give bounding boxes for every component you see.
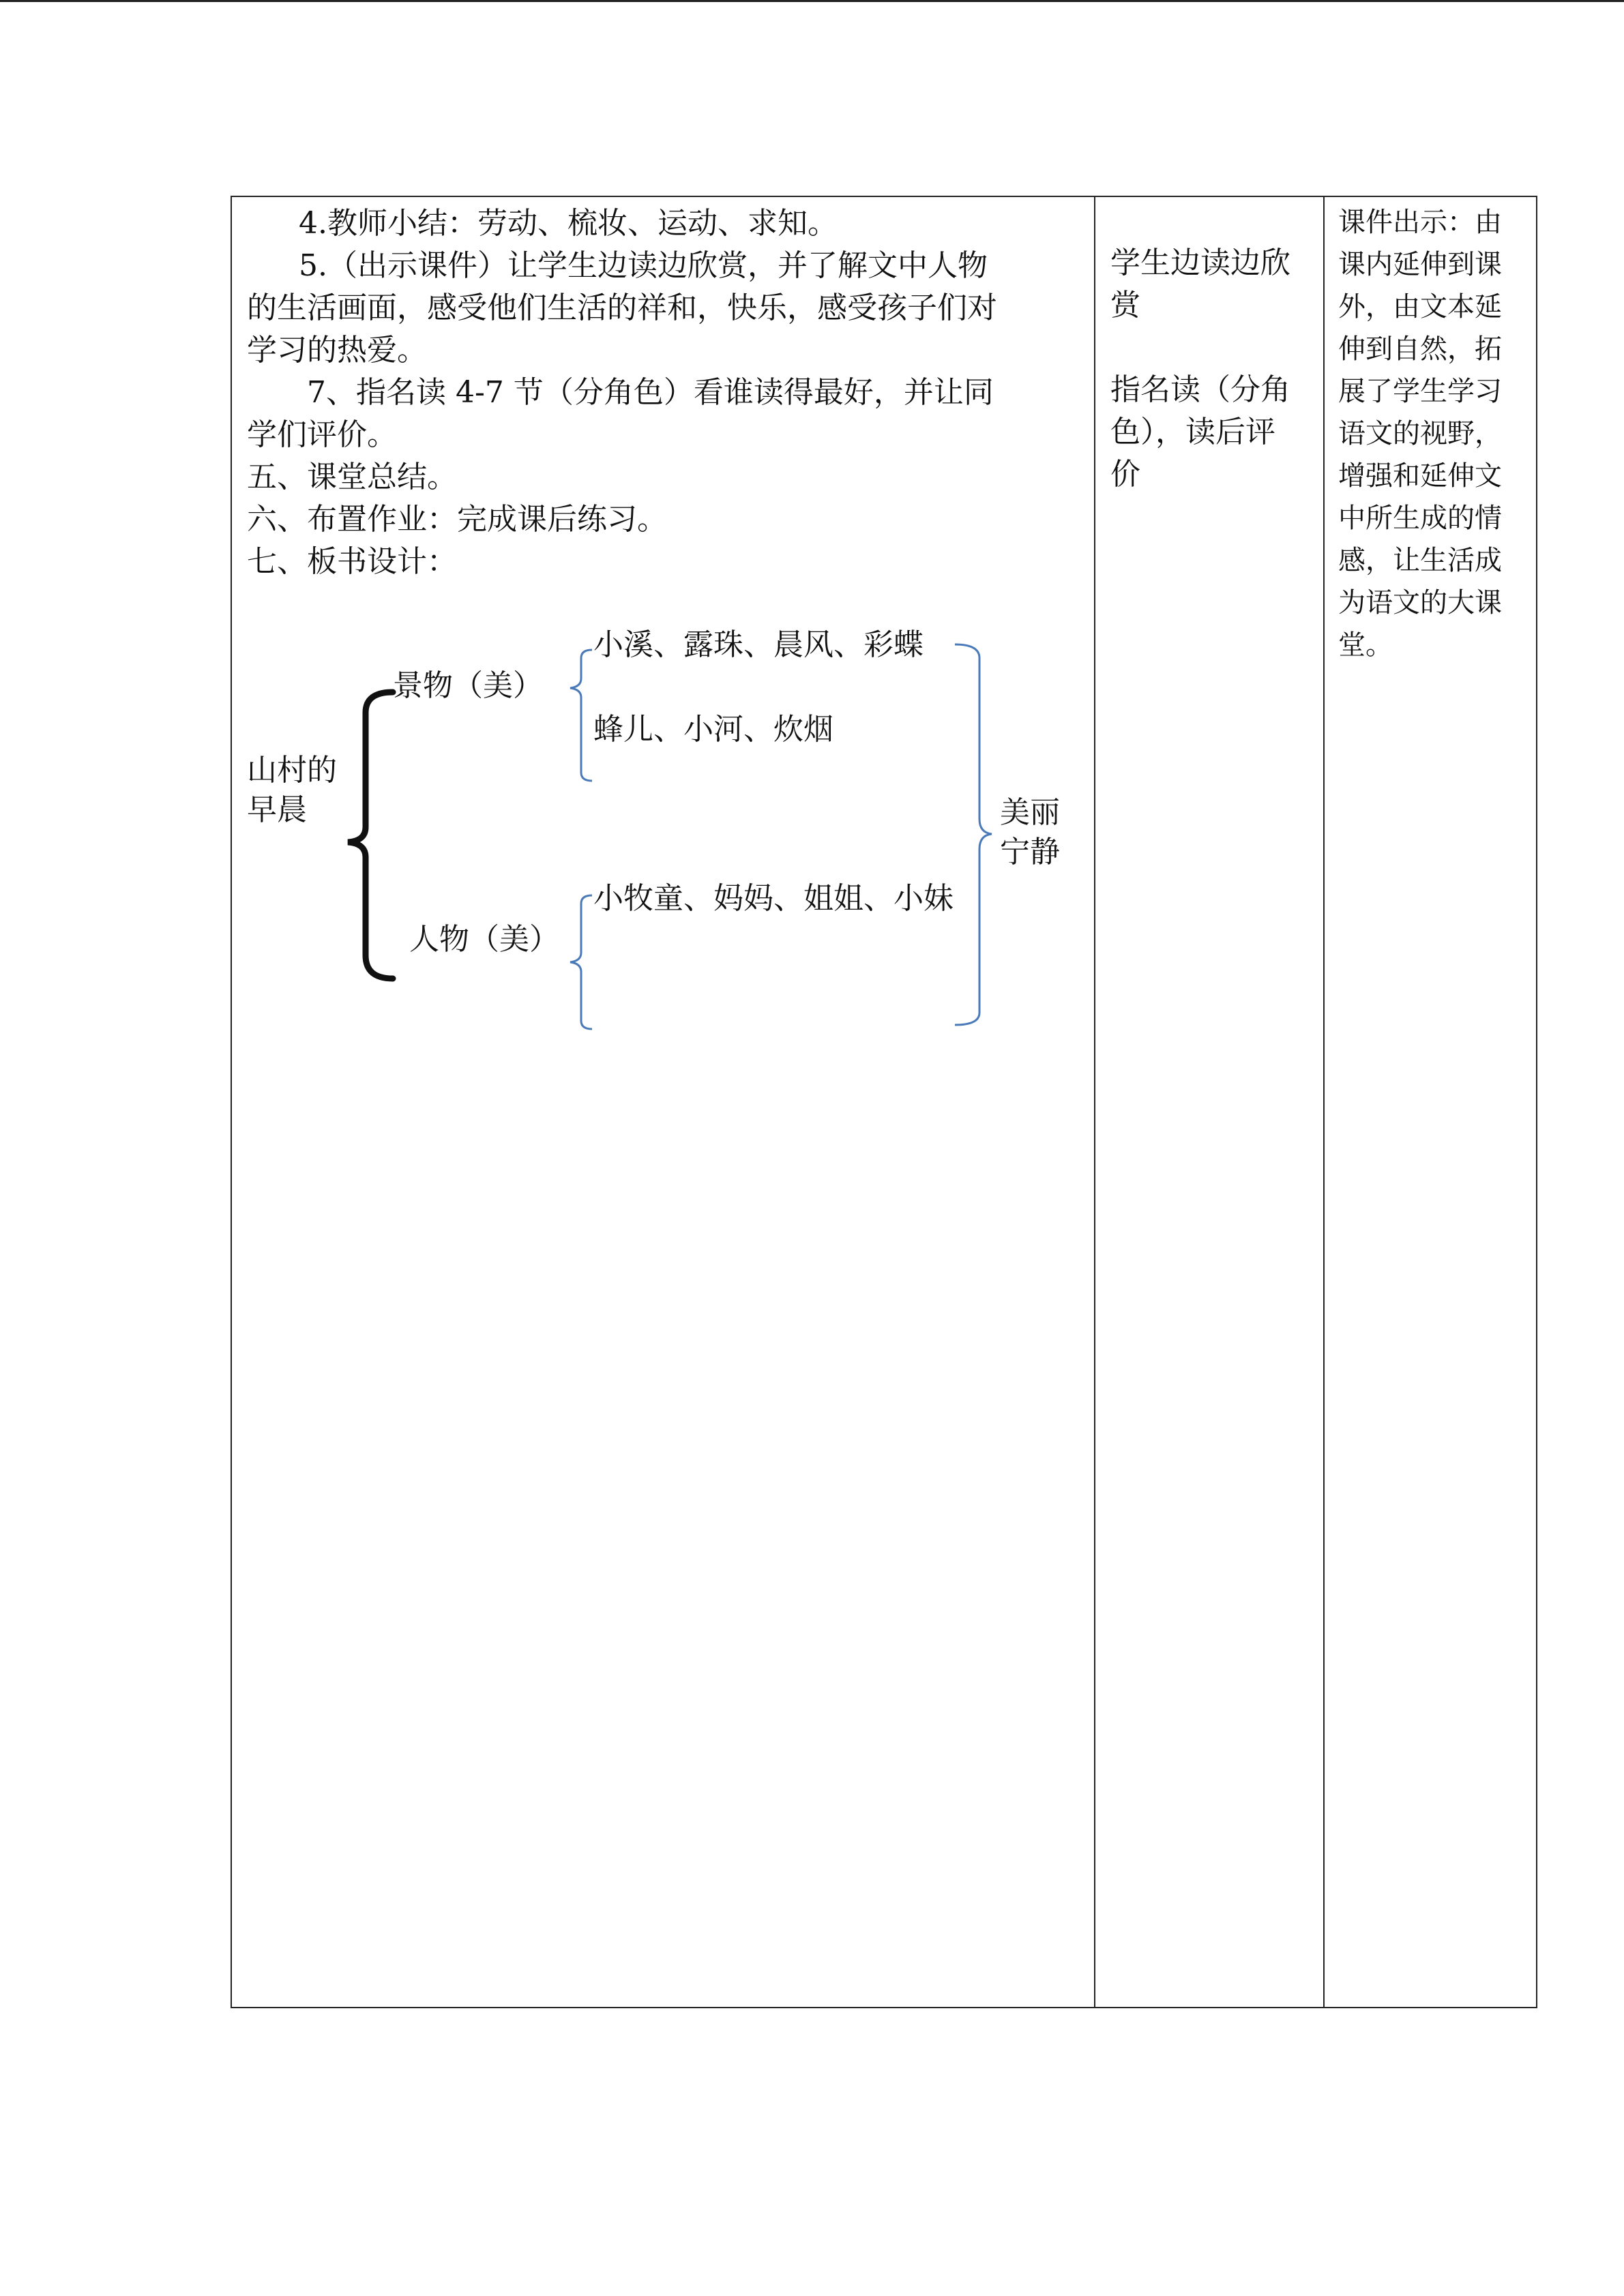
board-summary-line-2: 宁静 <box>1000 835 1060 869</box>
board-design-heading: 七、板书设计： <box>247 544 457 579</box>
homework-heading: 六、布置作业：完成课后练习。 <box>247 502 667 537</box>
student-activity-2-line-1: 指名读（分角 <box>1110 372 1290 407</box>
teacher-summary-line: 4.教师小结：劳动、梳妆、运动、求知。 <box>299 206 838 241</box>
root-brace <box>348 692 393 979</box>
design-intent-line: 展了学生学习 <box>1338 376 1502 407</box>
design-intent-text <box>1338 201 1521 666</box>
lesson-plan-table <box>231 196 1537 2008</box>
scenery-brace <box>570 650 592 781</box>
design-intent-line: 课内延伸到课 <box>1338 249 1502 280</box>
column-divider-2 <box>1323 197 1325 2007</box>
design-intent-line: 为语文的大课 <box>1338 587 1502 618</box>
board-branch-people: 人物（美） <box>409 922 559 957</box>
board-branch-scenery: 景物（美） <box>393 668 543 703</box>
student-activity-1-line-2: 赏 <box>1110 288 1140 323</box>
board-people-items: 小牧童、妈妈、姐姐、小妹 <box>593 881 954 916</box>
people-brace <box>570 895 592 1029</box>
design-intent-line: 伸到自然，拓 <box>1338 333 1502 365</box>
role-reading-line: 7、指名读 4-7 节（分角色）看谁读得最好，并让同 <box>307 375 994 410</box>
courseware-line: 5.（出示课件）让学生边读边欣赏，并了解文中人物 <box>299 248 988 283</box>
board-scenery-items-2: 蜂儿、小河、炊烟 <box>593 712 833 747</box>
board-summary-line-1: 美丽 <box>1000 795 1060 830</box>
design-intent-line: 语文的视野， <box>1338 418 1502 449</box>
student-activity-1-line-1: 学生边读边欣 <box>1110 245 1290 280</box>
column-divider-1 <box>1094 197 1095 2007</box>
courseware-line-end: 学习的热爱。 <box>247 333 427 368</box>
student-activity-2-line-3: 价 <box>1110 457 1140 492</box>
board-scenery-items-1: 小溪、露珠、晨风、彩蝶 <box>593 627 924 662</box>
page-top-border <box>0 0 1624 2</box>
design-intent-line: 外，由文本延 <box>1338 291 1502 323</box>
design-intent-line: 感，让生活成 <box>1338 545 1502 576</box>
design-intent-line: 中所生成的情 <box>1338 503 1502 534</box>
board-root-line-2: 早晨 <box>247 792 307 827</box>
design-intent-line: 课件出示：由 <box>1338 207 1502 238</box>
class-summary-heading: 五、课堂总结。 <box>247 460 457 494</box>
design-intent-line: 堂。 <box>1338 629 1393 661</box>
courseware-line-cont: 的生活画面，感受他们生活的祥和，快乐，感受孩子们对 <box>247 290 997 325</box>
summary-brace <box>955 644 992 1025</box>
student-activity-2-line-2: 色），读后评 <box>1110 415 1275 449</box>
role-reading-line-cont: 学们评价。 <box>247 417 397 452</box>
board-root-line-1: 山村的 <box>247 753 337 788</box>
design-intent-line: 增强和延伸文 <box>1338 460 1502 492</box>
